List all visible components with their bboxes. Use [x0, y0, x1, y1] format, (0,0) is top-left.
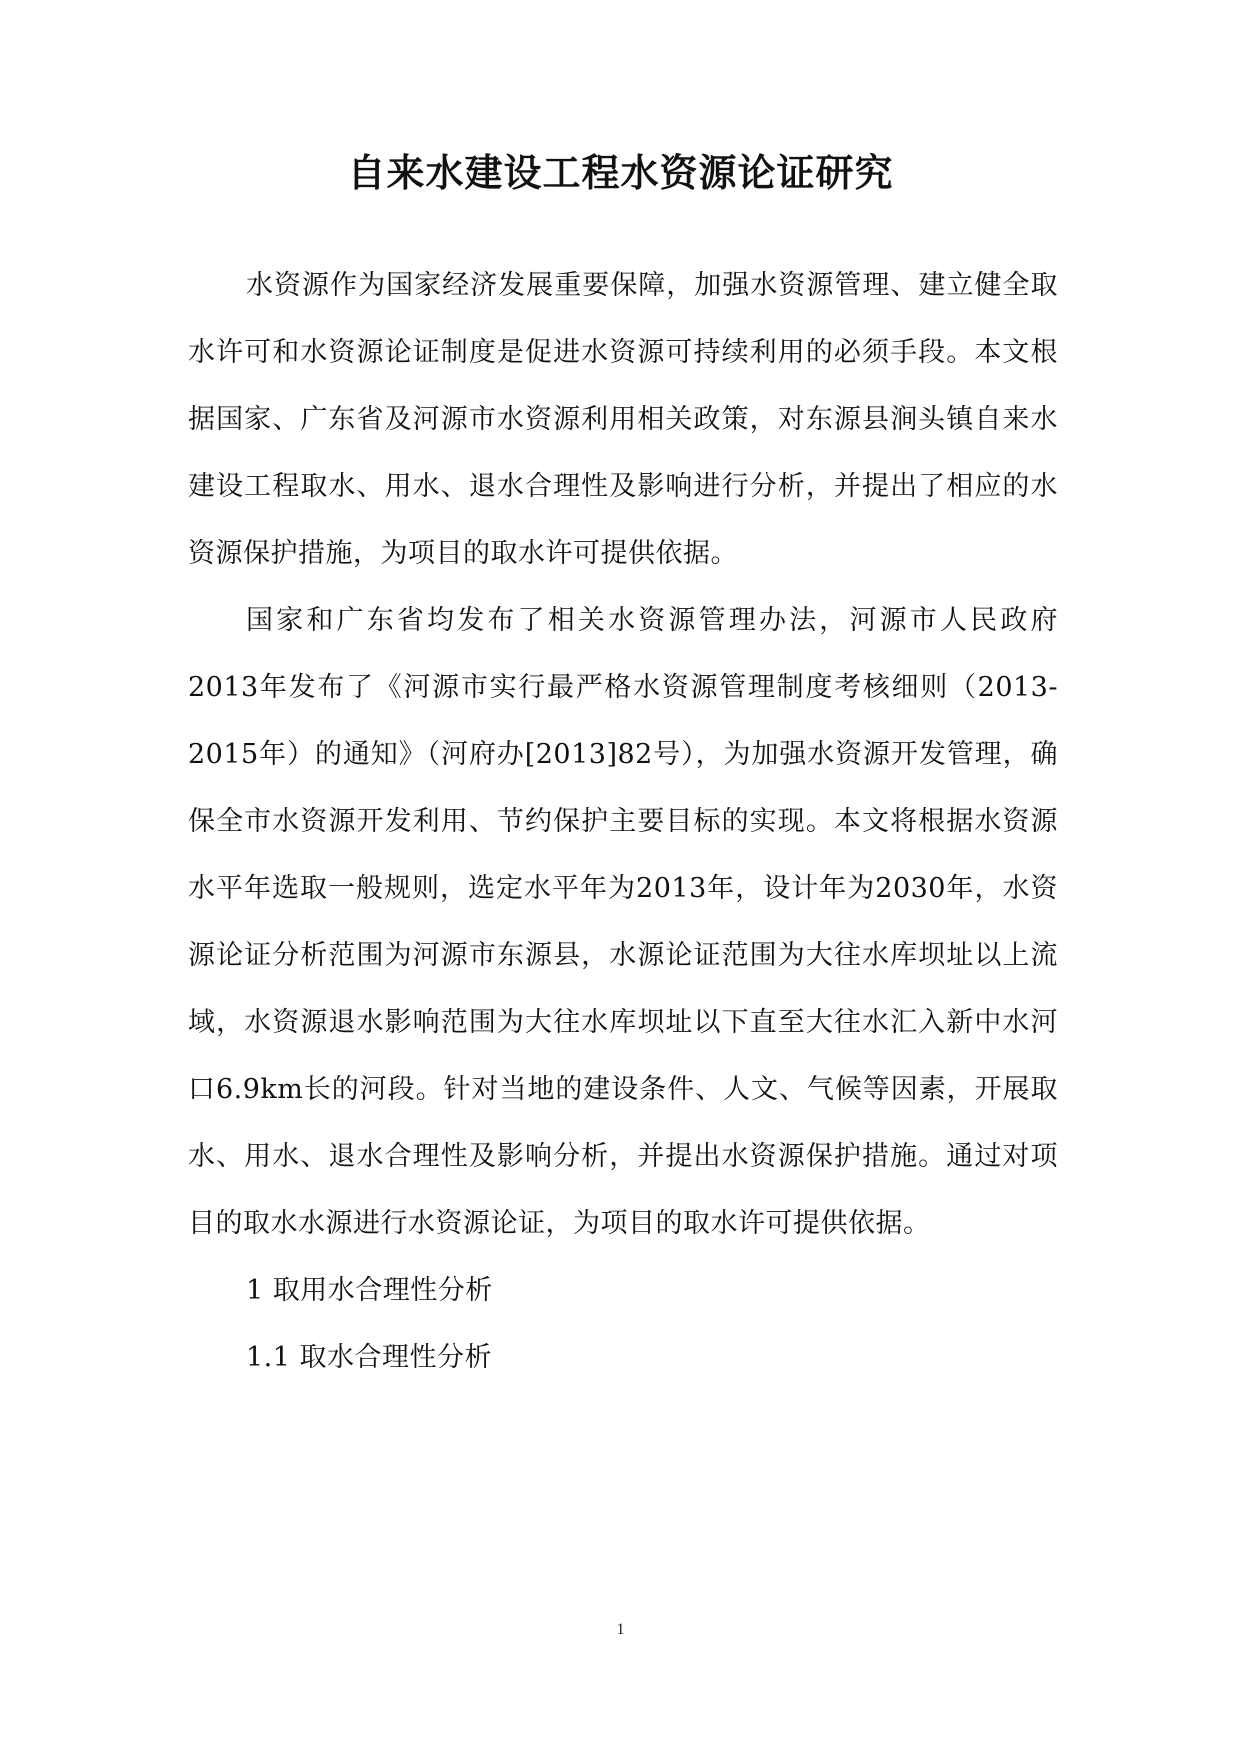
document-body — [188, 252, 1058, 1391]
section-heading: 1 取用水合理性分析 — [246, 1275, 493, 1306]
document-title: 自来水建设工程水资源论证研究 — [347, 150, 894, 195]
paragraph-background: 国家和广东省均发布了相关水资源管理办法，河源市人民政府2013年发布了《河源市实行最严格水资源管理制度考核细则（2013-2015年）的通知》（河府办[2013]82号），为加强水资源开发管理，确保全市水资源开发利用、节约保护主要目标的实现。本文将根据水资源水平年选取一般规则，选定水平年为2013年，设计年为2030年，水资源论证分析范围为河源市东源县，水源论证范围为大往水库坝址以上流域，水资源退水影响范围为大往水库坝址以下直至大往水汇入新中水河口6.9km长的河段。针对当地的建设条件、人文、气候等因素，开展取水、用水、退水合理性及影响分析，并提出水资源保护措施。通过对项目的取水水源进行水资源论证，为项目的取水许可提供依据。 — [188, 605, 1058, 1239]
page-number: 1 — [616, 1621, 625, 1638]
subsection-heading: 1.1 取水合理性分析 — [246, 1342, 493, 1373]
paragraph-abstract: 水资源作为国家经济发展重要保障，加强水资源管理、建立健全取水许可和水资源论证制度是促进水资源可持续利用的必须手段。本文根据国家、广东省及河源市水资源利用相关政策，对东源县涧头镇自来水建设工程取水、用水、退水合理性及影响进行分析，并提出了相应的水资源保护措施，为项目的取水许可提供依据。 — [188, 270, 1058, 569]
